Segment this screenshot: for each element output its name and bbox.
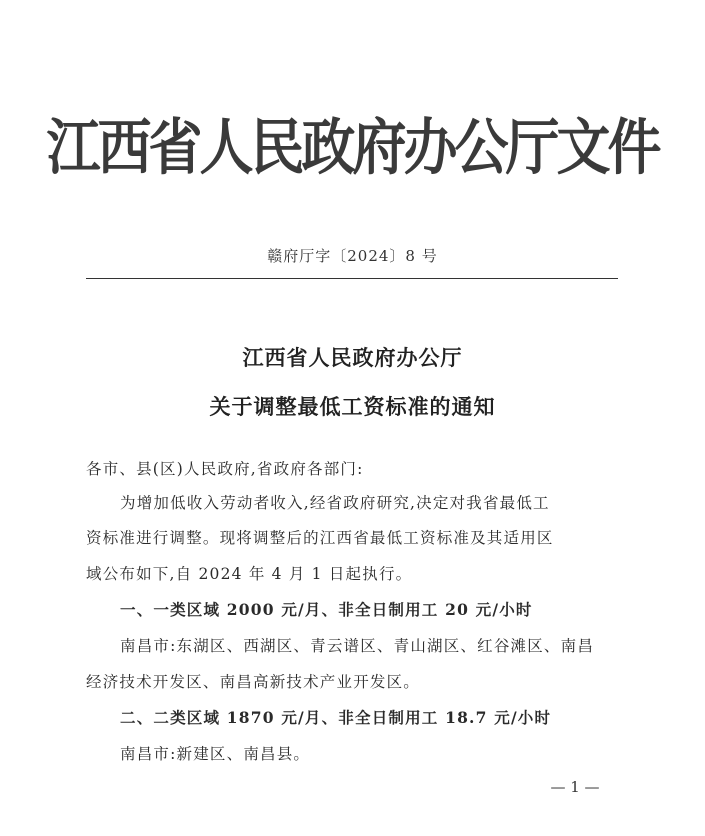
masthead-title: 江西省人民政府办公厅文件 (46, 112, 659, 183)
paragraph-line: 为增加低收入劳动者收入,经省政府研究,决定对我省最低工 (120, 494, 550, 512)
notice-title-line-2: 关于调整最低工资标准的通知 (209, 394, 496, 419)
paragraph-line: 资标准进行调整。现将调整后的江西省最低工资标准及其适用区 (86, 529, 554, 547)
section-1-line: 经济技术开发区、南昌高新技术产业开发区。 (86, 673, 421, 691)
section-1-heading: 一、一类区域 2000 元/月、非全日制用工 20 元/小时 (120, 600, 533, 619)
document-number: 赣府厅字〔2024〕8 号 (267, 247, 438, 265)
notice-title-line-1: 江西省人民政府办公厅 (242, 345, 463, 370)
header-divider (86, 278, 618, 279)
section-2-line: 南昌市:新建区、南昌县。 (120, 745, 311, 763)
paragraph-line: 域公布如下,自 2024 年 4 月 1 日起执行。 (86, 565, 413, 583)
section-2-heading: 二、二类区域 1870 元/月、非全日制用工 18.7 元/小时 (120, 708, 552, 727)
page-number: — 1 — (550, 778, 600, 796)
section-1-line: 南昌市:东湖区、西湖区、青云谱区、青山湖区、红谷滩区、南昌 (120, 637, 595, 655)
salutation: 各市、县(区)人民政府,省政府各部门: (86, 460, 364, 478)
